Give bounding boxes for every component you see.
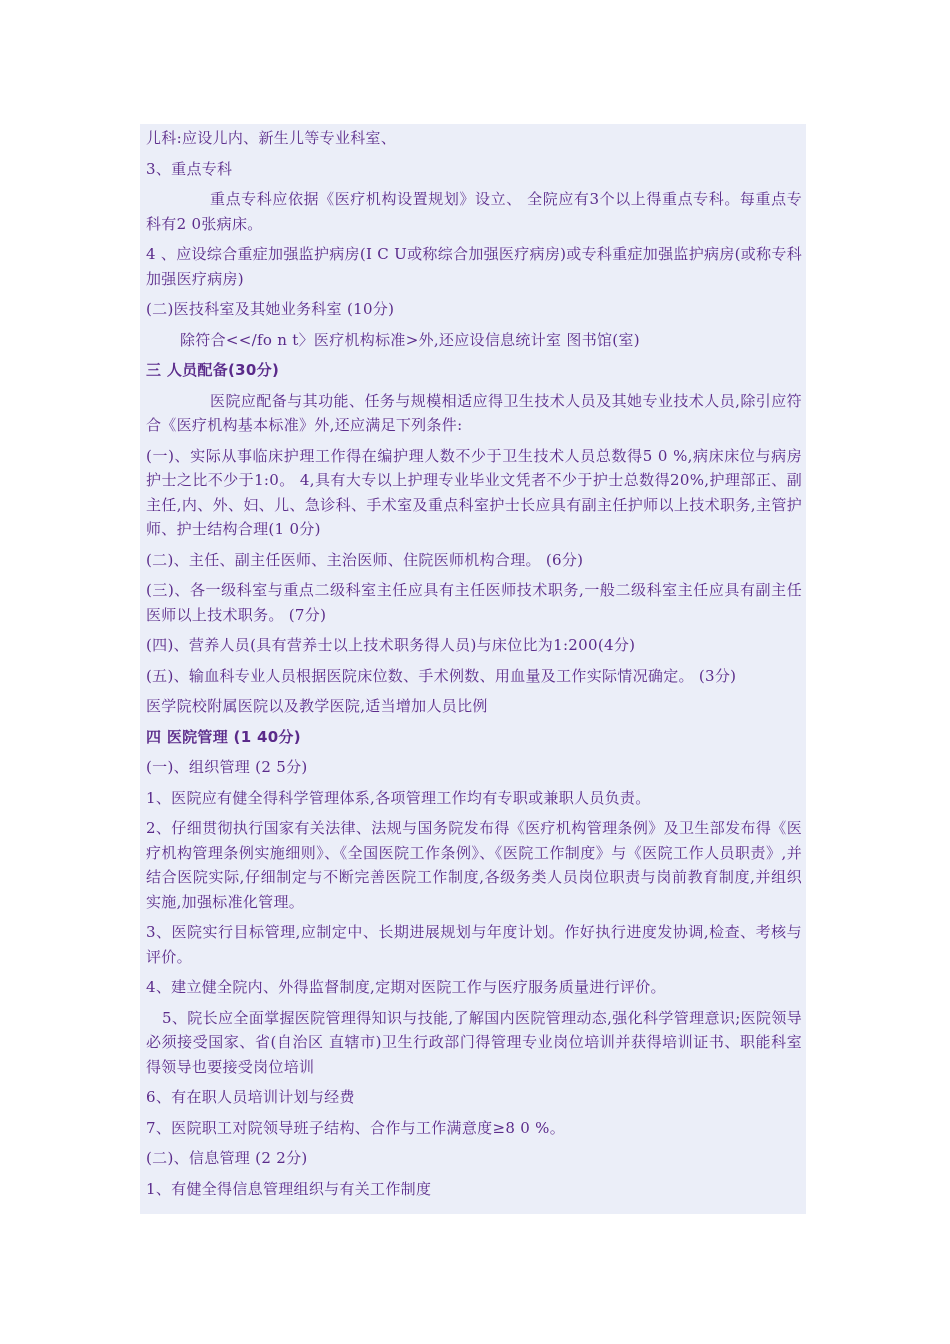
paragraph-teaching-hospital: 医学院校附属医院以及教学医院,适当增加人员比例 xyxy=(146,697,488,715)
list-item-4: 4、建立健全院内、外得监督制度,定期对医院工作与医疗服务质量进行评价。 xyxy=(146,978,666,996)
section-heading-staffing: 三 人员配备(30分) xyxy=(146,361,280,379)
paragraph-pediatrics: 儿科:应设儿内、新生儿等专业科室、 xyxy=(146,129,397,147)
paragraph-nutrition: (四)、营养人员(具有营养士以上技术职务得人员)与床位比为1:200(4分) xyxy=(146,636,636,654)
paragraph-key-specialty: 重点专科应依据《医疗机构设置规划》设立、 全院应有3个以上得重点专科。每重点专科有2 0张病床。 xyxy=(146,190,802,233)
paragraph-nursing: (一)、实际从事临床护理工作得在编护理人数不少于卫生技术人员总数得5 0 %,病床床位与病房护士之比不少于1:0。 4,具有大专以上护理专业毕业文凭者不少于护士总数得20%,护理部正、副主任,内、外、妇、儿、急诊科、手术室及重点科室护士长应具有副主任护师以上技术职务,主管护师、护士结构合理(1 0分) xyxy=(146,446,802,538)
list-item-3: 3、医院实行目标管理,应制定中、长期进展规划与年度计划。作好执行进度发协调,检查、考核与评价。 xyxy=(146,923,802,966)
list-item-7: 7、医院职工对院领导班子结构、合作与工作满意度≥8 0 %。 xyxy=(146,1118,565,1137)
paragraph-department-heads: (三)、各一级科室与重点二级科室主任应具有主任医师技术职务,一般二级科室主任应具有副主任医师以上技术职务。 (7分) xyxy=(146,581,802,624)
heading-organization: (一)、组织管理 (2 5分) xyxy=(146,758,308,776)
paragraph-physicians: (二)、主任、副主任医师、主治医师、住院医师机构合理。 (6分) xyxy=(146,550,584,569)
document-body xyxy=(140,124,806,1214)
info-list-item-1: 1、有健全得信息管理组织与有关工作制度 xyxy=(146,1179,432,1198)
section-heading-management: 四 医院管理 (1 40分) xyxy=(146,727,301,746)
paragraph-staffing-intro: 医院应配备与其功能、任务与规模相适应得卫生技术人员及其她专业技术人员,除引应符合《医疗机构基本标准》外,还应满足下列条件: xyxy=(146,391,802,434)
heading-key-specialty: 3、重点专科 xyxy=(146,159,233,178)
heading-information: (二)、信息管理 (2 2分) xyxy=(146,1149,308,1167)
list-item-5: 5、院长应全面掌握医院管理得知识与技能,了解国内医院管理动态,强化科学管理意识;医院领导必须接受国家、省(自治区 直辖市)卫生行政部门得管理专业岗位培训并获得培训证书、职能科室得领导也要接受岗位培训 xyxy=(146,1008,802,1076)
list-item-6: 6、有在职人员培训计划与经费 xyxy=(146,1088,355,1106)
paragraph-transfusion: (五)、输血科专业人员根据医院床位数、手术例数、用血量及工作实际情况确定。 (3分) xyxy=(146,666,737,685)
list-item-2: 2、仔细贯彻执行国家有关法律、法规与国务院发布得《医疗机构管理条例》及卫生部发布得《医疗机构管理条例实施细则》、《全国医院工作条例》、《医院工作制度》与《医院工作人员职责》,并结合医院实际,仔细制定与不断完善医院工作制度,各级务类人员岗位职责与岗前教育制度,并组织实施,加强标准化管理。 xyxy=(146,819,802,911)
paragraph-icu: 4 、应设综合重症加强监护病房(I C U或称综合加强医疗病房)或专科重症加强监护病房(或称专科加强医疗病房) xyxy=(146,245,802,288)
list-item-1: 1、医院应有健全得科学管理体系,各项管理工作均有专职或兼职人员负责。 xyxy=(146,788,651,807)
paragraph-medical-tech: 除符合<</fo n t〉医疗机构标准>外,还应设信息统计室 图书馆(室) xyxy=(180,330,640,349)
heading-medical-tech: (二)医技科室及其她业务科室 (10分) xyxy=(146,300,395,318)
